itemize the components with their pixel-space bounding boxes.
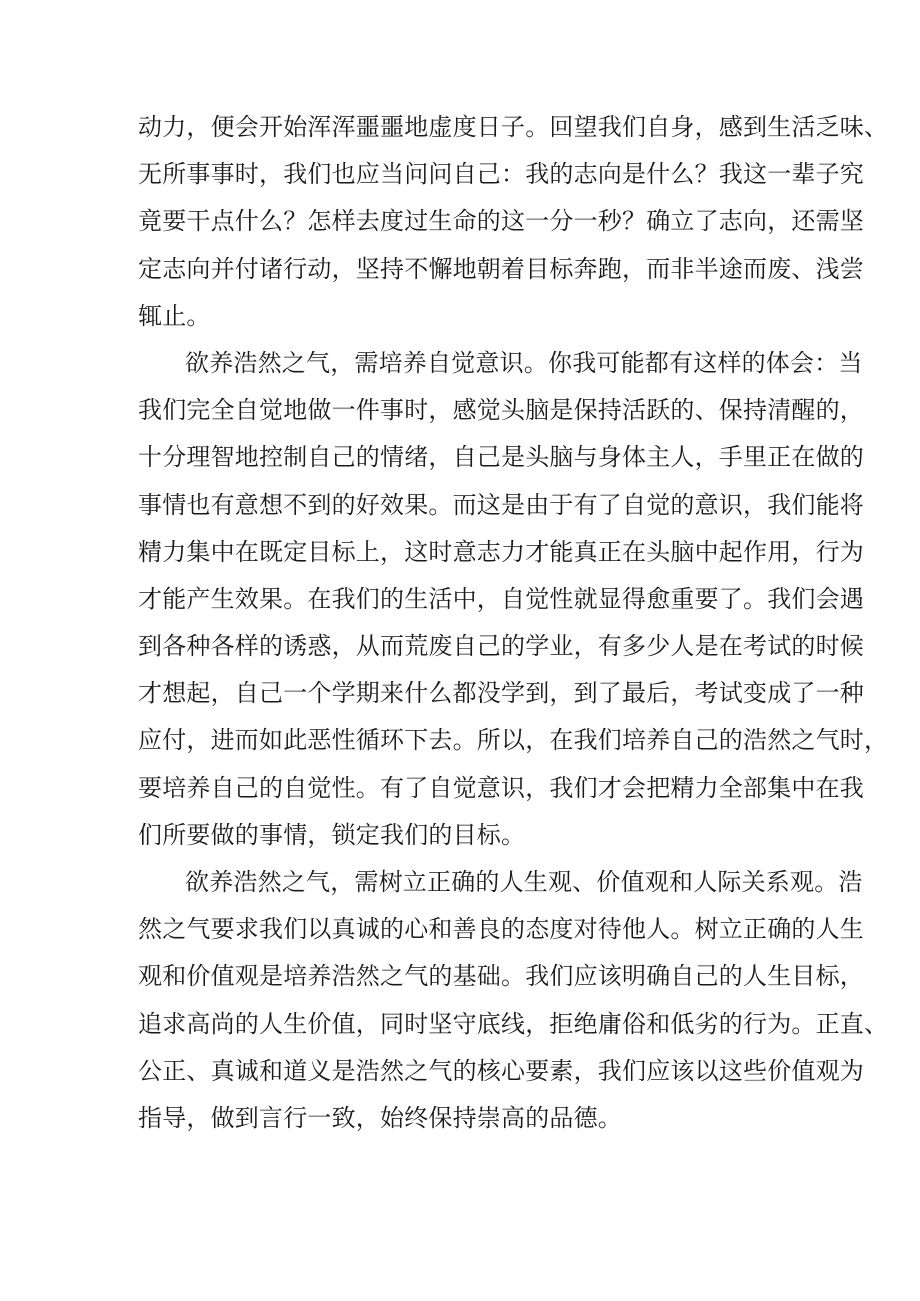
paragraph-2-line-3: 十分理智地控制自己的情绪，自己是头脑与身体主人，手里正在做的	[138, 443, 864, 472]
paragraph-3-line-1: 欲养浩然之气，需树立正确的人生观、价值观和人际关系观。浩	[185, 868, 863, 896]
paragraph-2-line-7: 到各种各样的诱惑，从而荒废自己的学业，有多少人是在考试的时候	[138, 632, 864, 661]
paragraph-2-line-4: 事情也有意想不到的好效果。而这是由于有了自觉的意识，我们能将	[138, 490, 864, 519]
paragraph-2-line-11: 们所要做的事情，锁定我们的目标。	[138, 820, 526, 849]
paragraph-3-line-5: 公正、真诚和道义是浩然之气的核心要素，我们应该以这些价值观为	[138, 1056, 864, 1085]
paragraph-2-line-8: 才想起，自己一个学期来什么都没学到，到了最后，考试变成了一种	[138, 679, 864, 708]
paragraph-1-line-1: 动力，便会开始浑浑噩噩地虚度日子。回望我们自身，感到生活乏味、	[138, 113, 889, 141]
paragraph-1-line-5: 辄止。	[138, 301, 211, 330]
paragraph-2-line-10: 要培养自己的自觉性。有了自觉意识，我们才会把精力全部集中在我	[138, 773, 864, 802]
paragraph-2-line-6: 才能产生效果。在我们的生活中，自觉性就显得愈重要了。我们会遇	[138, 584, 864, 613]
paragraph-3-line-2: 然之气要求我们以真诚的心和善良的态度对待他人。树立正确的人生	[138, 915, 864, 944]
paragraph-3-line-3: 观和价值观是培养浩然之气的基础。我们应该明确自己的人生目标，	[138, 962, 864, 991]
paragraph-2-line-9: 应付，进而如此恶性循环下去。所以，在我们培养自己的浩然之气时，	[138, 726, 889, 755]
paragraph-2-line-5: 精力集中在既定目标上，这时意志力才能真正在头脑中起作用，行为	[138, 537, 864, 566]
paragraph-3-line-4: 追求高尚的人生价值，同时坚守底线，拒绝庸俗和低劣的行为。正直、	[138, 1009, 889, 1038]
paragraph-2-line-1: 欲养浩然之气，需培养自觉意识。你我可能都有这样的体会：当	[185, 348, 863, 377]
paragraph-3-line-6: 指导，做到言行一致，始终保持崇高的品德。	[138, 1103, 622, 1132]
paragraph-1-line-3: 竟要干点什么？怎样去度过生命的这一分一秒？确立了志向，还需坚	[138, 207, 864, 236]
paragraph-1-line-4: 定志向并付诸行动，坚持不懈地朝着目标奔跑，而非半途而废、浅尝	[138, 254, 864, 283]
paragraph-1-line-2: 无所事事时，我们也应当问问自己：我的志向是什么？我这一辈子究	[138, 160, 864, 189]
document-body	[138, 104, 889, 1142]
paragraph-2-line-2: 我们完全自觉地做一件事时，感觉头脑是保持活跃的、保持清醒的，	[138, 396, 864, 425]
